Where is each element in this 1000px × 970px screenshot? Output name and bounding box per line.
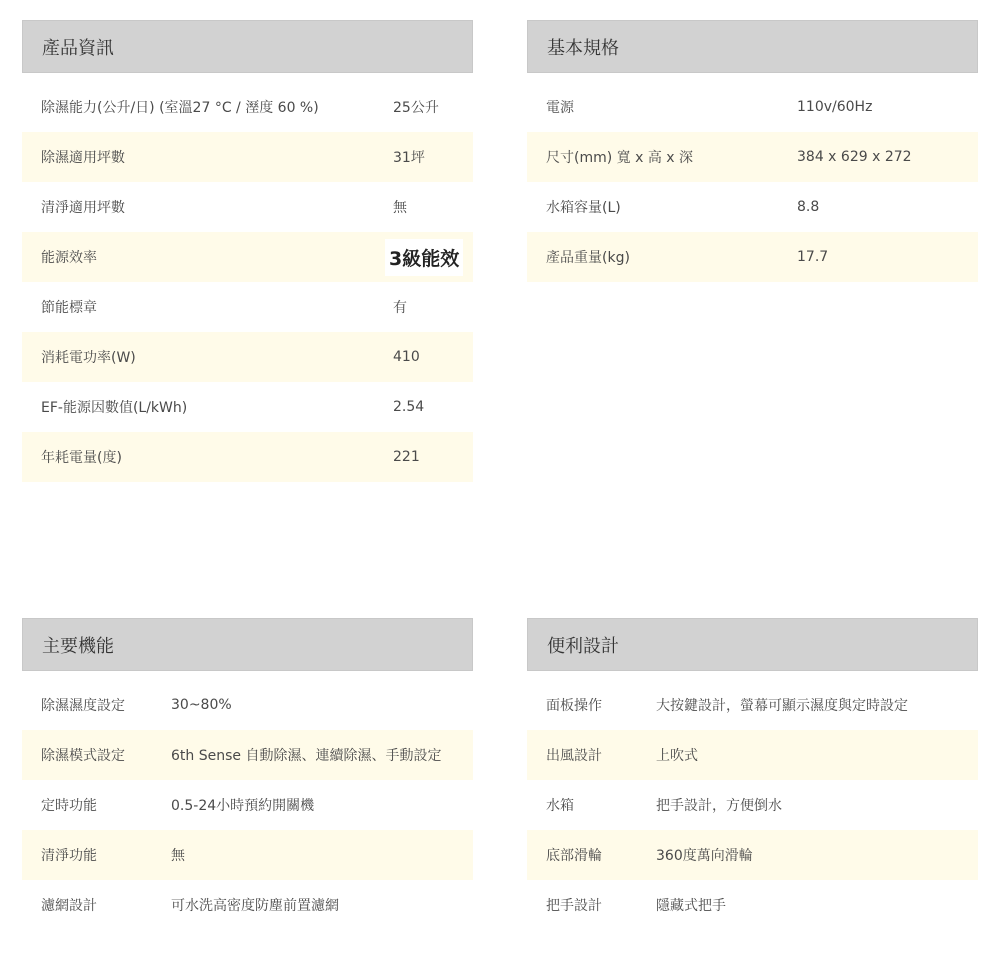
spec-value: 31坪 (393, 150, 425, 166)
convenience-header: 便利設計 (527, 618, 978, 671)
energy-efficiency-badge: 3級能效 (385, 239, 463, 276)
spec-value: 30~80% (171, 697, 232, 713)
spec-label: 除濕濕度設定 (41, 698, 125, 714)
convenience-panel (527, 618, 978, 930)
spec-label: 電源 (546, 100, 574, 116)
spec-label: 水箱容量(L) (546, 200, 621, 216)
spec-row (527, 830, 978, 880)
spec-label: 面板操作 (546, 698, 602, 714)
spec-label: 除濕能力(公升/日) (室溫27 °C / 溼度 60 %) (41, 100, 319, 116)
main-functions-panel (22, 618, 473, 930)
product-info-panel (22, 20, 473, 482)
spec-row (527, 680, 978, 730)
spec-value: 有 (393, 300, 407, 316)
product-info-rows (22, 82, 473, 482)
spec-row (22, 232, 473, 282)
spec-value: 221 (393, 449, 420, 465)
spec-value: 2.54 (393, 399, 425, 415)
spec-label: 年耗電量(度) (41, 450, 122, 466)
spec-label: 節能標章 (41, 300, 97, 316)
spec-row (22, 132, 473, 182)
spec-row (22, 432, 473, 482)
product-info-header: 產品資訊 (22, 20, 473, 73)
spec-value: 25公升 (393, 100, 439, 116)
basic-specs-rows (527, 82, 978, 282)
spec-label: 除濕適用坪數 (41, 150, 125, 166)
spec-label: 把手設計 (546, 898, 602, 914)
spec-value: 把手設計，方便倒水 (656, 798, 782, 814)
main-functions-header: 主要機能 (22, 618, 473, 671)
spec-label: 能源效率 (41, 250, 97, 266)
spec-row (22, 880, 473, 930)
spec-value: 大按鍵設計，螢幕可顯示濕度與定時設定 (656, 698, 908, 714)
spec-row (22, 680, 473, 730)
spec-row (22, 830, 473, 880)
spec-label: 尺寸(mm) 寬 x 高 x 深 (546, 150, 694, 166)
spec-row (22, 282, 473, 332)
spec-value: 8.8 (797, 199, 820, 215)
spec-label: 清淨適用坪數 (41, 200, 125, 216)
spec-row (527, 880, 978, 930)
spec-label: 水箱 (546, 798, 574, 814)
spec-value: 0.5-24小時預約開關機 (171, 798, 315, 814)
spec-row (527, 730, 978, 780)
spec-value: 無 (393, 200, 407, 216)
spec-row (22, 82, 473, 132)
basic-specs-panel (527, 20, 978, 282)
basic-specs-header: 基本規格 (527, 20, 978, 73)
spec-row (527, 132, 978, 182)
spec-value: 無 (171, 848, 185, 864)
spec-label: 濾網設計 (41, 898, 97, 914)
main-functions-rows (22, 680, 473, 930)
spec-value: 410 (393, 349, 420, 365)
spec-value: 上吹式 (656, 748, 698, 764)
spec-value: 110v/60Hz (797, 99, 873, 115)
spec-label: 定時功能 (41, 798, 97, 814)
spec-label: 除濕模式設定 (41, 748, 125, 764)
spec-row (22, 332, 473, 382)
spec-row (22, 730, 473, 780)
spec-value: 6th Sense 自動除濕、連續除濕、手動設定 (171, 748, 442, 764)
spec-row (527, 232, 978, 282)
spec-label: 消耗電功率(W) (41, 350, 136, 366)
convenience-rows (527, 680, 978, 930)
spec-row (527, 780, 978, 830)
spec-value: 360度萬向滑輪 (656, 848, 753, 864)
spec-row (22, 780, 473, 830)
spec-row (527, 82, 978, 132)
spec-label: 清淨功能 (41, 848, 97, 864)
spec-row (22, 182, 473, 232)
spec-label: EF-能源因數值(L/kWh) (41, 400, 188, 416)
spec-label: 出風設計 (546, 748, 602, 764)
spec-row (527, 182, 978, 232)
spec-row (22, 382, 473, 432)
spec-label: 底部滑輪 (546, 848, 602, 864)
spec-value: 17.7 (797, 249, 829, 265)
spec-label: 產品重量(kg) (546, 250, 630, 266)
spec-value: 隱藏式把手 (656, 898, 726, 914)
spec-value: 可水洗高密度防塵前置濾網 (171, 898, 339, 914)
spec-value: 384 x 629 x 272 (797, 149, 912, 165)
